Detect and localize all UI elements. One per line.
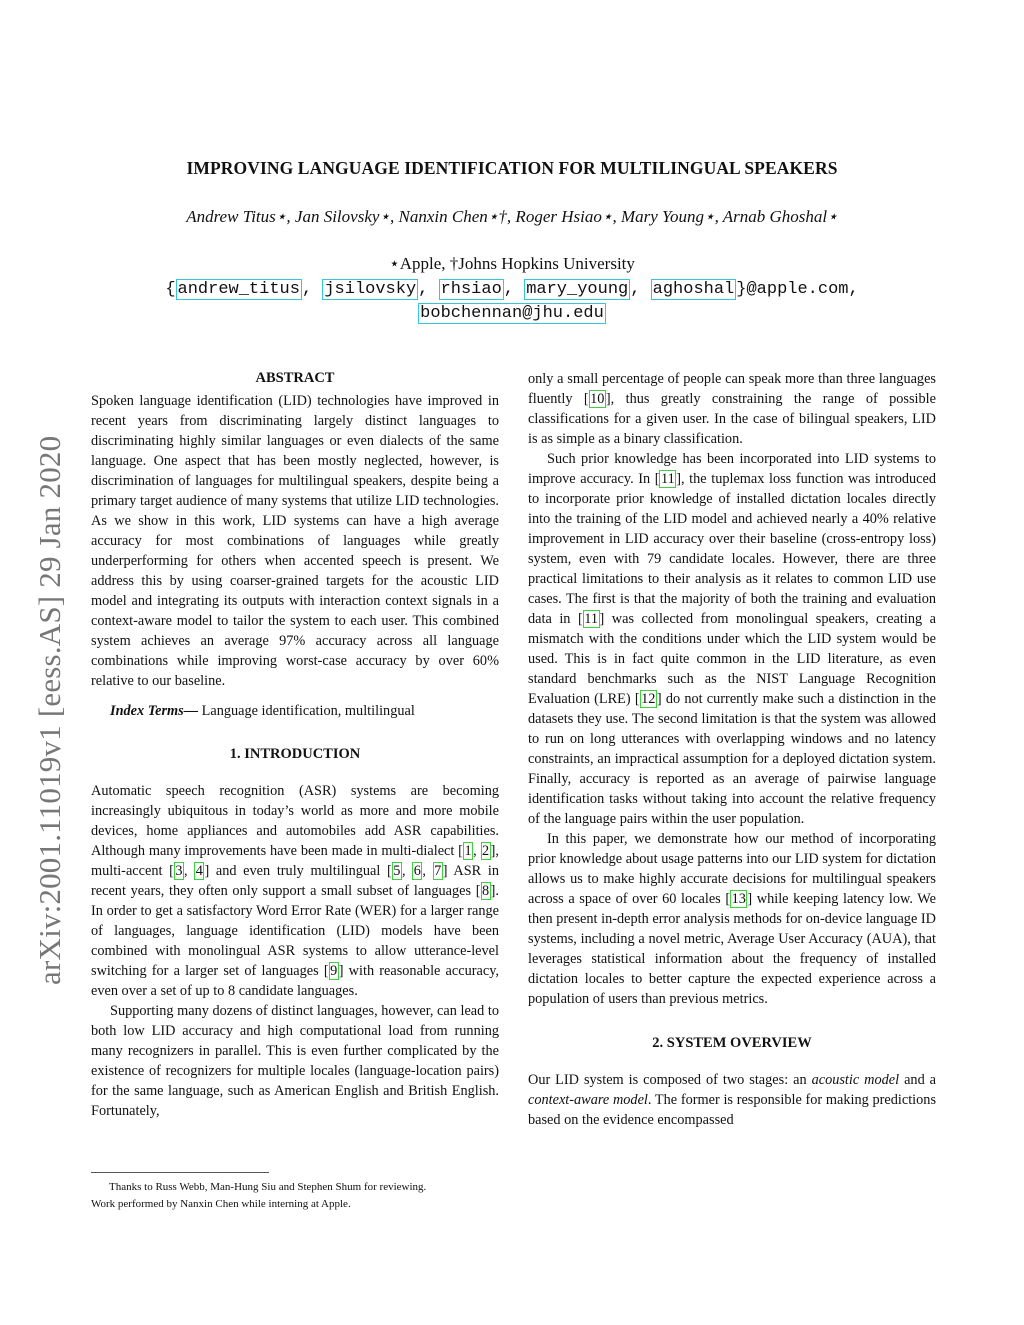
text: ], thus greatly constraining the range of possible classifications for a given user. In the case of bilingual speakers, LID is as simple as a binary classification. [528, 391, 937, 447]
text: ], multi-accent [ [91, 843, 499, 879]
text: Such prior knowledge has been incorporated into LID systems to improve accuracy. In [ [528, 451, 936, 487]
separator: , [418, 280, 439, 299]
text: ] while keeping latency low. We then present in-depth error analysis methods for on-device language ID systems, including a novel metric, Average User Accuracy (AUA), that leverages statistical information about the frequency of installed dictation locales to better capture the expected experience across a population of users than previous metrics. [528, 891, 936, 1007]
separator: , [301, 280, 323, 299]
citation-link[interactable]: 12 [641, 691, 656, 707]
emphasis: acoustic model [811, 1072, 900, 1088]
intro-paragraph-1 [91, 781, 499, 1001]
text: , [422, 863, 433, 879]
abstract-text: Spoken language identification (LID) technologies have improved in recent years from discriminating largely distinct languages to discriminating highly similar languages or even dialects of the same language. One aspect that has been mostly neglected, however, is discrimination of languages for multilingual speakers, despite being a primary target audience of many systems that utilize LID technologies. As we show in this work, LID systems can have a high average accuracy for most combinations of languages while greatly underperforming for others when accented speech is present. We address this by using coarser-grained targets for the acoustic LID model and integrating its outputs with interaction context signals in a context-aware model to tailor the system to each user. This combined system achieves an average 97% accuracy across all language combinations while improving worst-case accuracy by over 60% relative to our baseline. [91, 393, 499, 689]
email-link-mary-young[interactable]: mary_young [526, 280, 629, 299]
footnote-divider [91, 1172, 269, 1173]
text: In this paper, we demonstrate how our method of incorporating prior knowledge about usage patterns into our LID system for dictation allows us to make highly accurate decisions for multilingual speakers across a space of over 60 locales [ [528, 831, 936, 907]
citation-link[interactable]: 13 [731, 891, 746, 907]
section-2-heading: 2. SYSTEM OVERVIEW [652, 1035, 812, 1051]
text: , [473, 843, 481, 859]
footnote-line-1: Thanks to Russ Webb, Man-Hung Siu and Stephen Shum for reviewing. [109, 1181, 427, 1193]
right-column [528, 369, 936, 1130]
citation-link[interactable]: 9 [330, 963, 338, 979]
text: , [401, 863, 413, 879]
text: ]. In order to get a satisfactory Word Error Rate (WER) for a larger range of languages, language identification (LID) models have been combined with monolingual ASR systems to allow utterance-level switching for a larger set of languages [ [91, 883, 499, 979]
intro-paragraph-5 [528, 829, 936, 1009]
citation-link[interactable]: 11 [660, 471, 675, 487]
brace-open: { [165, 280, 176, 299]
text: ], the tuplemax loss function was introduced to incorporate prior knowledge of installed dictation locales directly into the training of the LID model and achieved nearly a 40% relative improvement in LID accuracy over their baseline (cross-entropy loss) system, even with 79 candidate locales. However, there are three practical limitations to their analysis as it relates to common LID use cases. The first is that the majority of both the training and evaluation data in [ [528, 471, 936, 627]
citation-link[interactable]: 5 [393, 863, 401, 879]
abstract-heading: ABSTRACT [255, 370, 335, 386]
citation-link[interactable]: 10 [590, 391, 605, 407]
text: ] ASR in recent years, they often only support a small subset of languages [ [91, 863, 499, 899]
footnote [91, 1179, 511, 1213]
separator: , [630, 280, 651, 299]
emphasis: context-aware model [528, 1092, 648, 1108]
arxiv-identifier: arXiv:2001.11019v1 [eess.AS] 29 Jan 2020 [32, 435, 67, 985]
text: ] and even truly multilingual [ [204, 863, 392, 879]
section-1-heading: 1. INTRODUCTION [229, 746, 361, 762]
text: ] was collected from monolingual speakers, creating a mismatch with the conditions under which the LID system would be used. This is in fact quite common in the LID literature, as even standard benchmarks such as the NIST Language Recognition Evaluation (LRE) [ [528, 611, 936, 707]
text: only a small percentage of people can speak more than three languages fluently [ [528, 371, 936, 407]
text: and a [899, 1072, 937, 1088]
email-link-rhsiao[interactable]: rhsiao [440, 280, 502, 299]
text: Automatic speech recognition (ASR) systems are becoming increasingly ubiquitous in today’s world as more and more mobile devices, home appliances and automobiles add ASR capabilities. Although many improvements have been made in multi-dialect [ [91, 783, 499, 859]
citation-link[interactable]: 1 [464, 843, 472, 859]
separator: , [503, 280, 525, 299]
citation-link[interactable]: 7 [434, 863, 442, 879]
citation-link[interactable]: 3 [175, 863, 183, 879]
affiliations: ⋆Apple, †Johns Hopkins University [389, 254, 635, 273]
intro-paragraph-2: Supporting many dozens of distinct languages, however, can lead to both low LID accuracy and high computational load from running many recognizers in parallel. This is even further complicated by the existence of recognizers for multiple locales (language-location pairs) for the same language, such as American English and British English. Fortunately, [91, 1003, 499, 1119]
author-list: Andrew Titus⋆, Jan Silovsky⋆, Nanxin Chen⋆†, Roger Hsiao⋆, Mary Young⋆, Arnab Ghoshal⋆ [186, 207, 838, 226]
text: , [184, 863, 195, 879]
email-block [0, 278, 1024, 326]
left-column [91, 368, 499, 1121]
footnote-line-2: Work performed by Nanxin Chen while interning at Apple. [91, 1198, 351, 1210]
intro-paragraph-3 [528, 369, 936, 449]
citation-link[interactable]: 6 [413, 863, 421, 879]
apple-domain: }@apple.com, [736, 280, 859, 299]
citation-link[interactable]: 2 [482, 843, 490, 859]
text: ] with reasonable accuracy, even over a set of up to 8 candidate languages. [91, 963, 499, 999]
email-link-andrew-titus[interactable]: andrew_titus [177, 280, 300, 299]
email-link-aghoshal[interactable]: aghoshal [652, 280, 735, 299]
intro-paragraph-4 [528, 449, 936, 829]
text: ] do not currently make such a distinction in the datasets they use. The second limitation is that the system was allowed to run on long utterances with overlapping windows and no latency constraints, an impractical assumption for a deployed dictation system. Finally, accuracy is reported as an average of pairwise language identification tasks without taking into account the relative frequency of the language pairs within the user population. [528, 691, 937, 827]
email-link-jsilovsky[interactable]: jsilovsky [324, 280, 417, 299]
citation-link[interactable]: 8 [482, 883, 490, 899]
text: Our LID system is composed of two stages: an [528, 1072, 812, 1088]
index-terms-label: Index Terms— [110, 703, 199, 719]
citation-link[interactable]: 11 [584, 611, 599, 627]
index-terms-text: Language identification, multilingual [198, 703, 415, 719]
citation-link[interactable]: 4 [195, 863, 203, 879]
text: . The former is responsible for making predictions based on the evidence encompassed [528, 1092, 937, 1128]
email-link-bobchennan[interactable]: bobchennan@jhu.edu [420, 304, 604, 323]
system-overview-paragraph [528, 1070, 936, 1130]
index-terms [91, 701, 499, 721]
paper-title: IMPROVING LANGUAGE IDENTIFICATION FOR MULTILINGUAL SPEAKERS [186, 158, 838, 178]
